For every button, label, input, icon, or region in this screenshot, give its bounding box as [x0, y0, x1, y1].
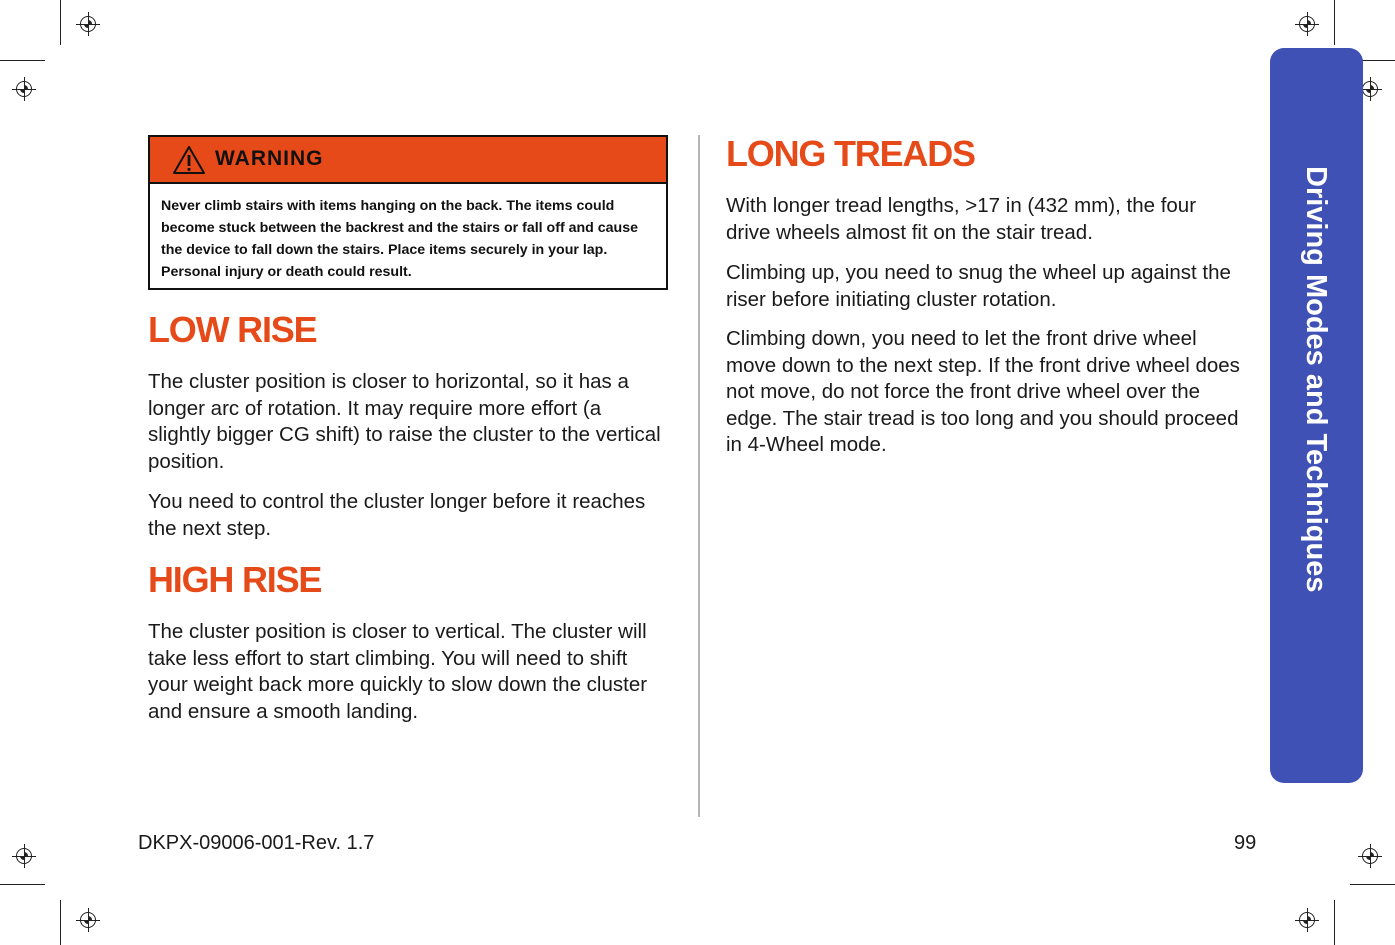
- chapter-side-tab: [1270, 48, 1363, 783]
- crop-mark-br-h: [1350, 884, 1395, 885]
- low-rise-paragraph: The cluster position is closer to horizontal, so it has a longer arc of rotation. It may require more effort (a slightly bigger CG shift) to raise the cluster to the vertical position.: [148, 370, 661, 473]
- warning-header: [150, 137, 666, 184]
- document-id: DKPX-09006-001-Rev. 1.7: [138, 832, 375, 854]
- long-treads-paragraph: With longer tread lengths, >17 in (432 mm), the four drive wheels almost fit on the stair tread.: [726, 194, 1197, 244]
- high-rise-heading: HIGH RISE: [148, 559, 322, 600]
- crop-mark-bl-h: [0, 884, 45, 885]
- crop-mark-tl-h: [0, 60, 45, 61]
- registration-mark: [80, 912, 96, 928]
- registration-mark: [1299, 16, 1315, 32]
- warning-title: WARNING: [215, 147, 324, 170]
- low-rise-paragraph: You need to control the cluster longer before it reaches the next step.: [148, 490, 646, 540]
- crop-mark-bl-v: [60, 900, 61, 945]
- registration-mark: [1362, 848, 1378, 864]
- registration-mark: [1362, 81, 1378, 97]
- low-rise-heading: LOW RISE: [148, 309, 317, 350]
- column-divider: [698, 135, 700, 817]
- warning-box: [148, 135, 668, 290]
- crop-mark-tl-v: [60, 0, 61, 45]
- high-rise-paragraph: The cluster position is closer to vertical. The cluster will take less effort to start climbing. You will need to shift your weight back more quickly to slow down the cluster and ensure a smooth landing.: [148, 620, 648, 723]
- long-treads-heading: LONG TREADS: [726, 133, 975, 174]
- registration-mark: [1299, 912, 1315, 928]
- registration-mark: [80, 16, 96, 32]
- warning-text: Never climb stairs with items hanging on the back. The items could become stuck between the backrest and the stairs or fall off and cause the device to fall down the stairs. Place items securely in your lap. Personal injury or death could result.: [161, 198, 639, 280]
- crop-mark-br-v: [1334, 900, 1335, 945]
- long-treads-paragraph: Climbing down, you need to let the front drive wheel move down to the next step. If the front drive wheel does not move, do not force the front drive wheel over the edge. The stair tread is too long and you should proceed in 4-Wheel mode.: [726, 327, 1240, 456]
- long-treads-paragraph: Climbing up, you need to snug the wheel up against the riser before initiating cluster rotation.: [726, 261, 1231, 311]
- crop-mark-tr-v: [1334, 0, 1335, 45]
- chapter-tab-label: Driving Modes and Techniques: [1300, 166, 1332, 593]
- page-number: 99: [1234, 832, 1257, 854]
- registration-mark: [16, 81, 32, 97]
- registration-mark: [16, 848, 32, 864]
- warning-triangle-icon: [172, 145, 206, 175]
